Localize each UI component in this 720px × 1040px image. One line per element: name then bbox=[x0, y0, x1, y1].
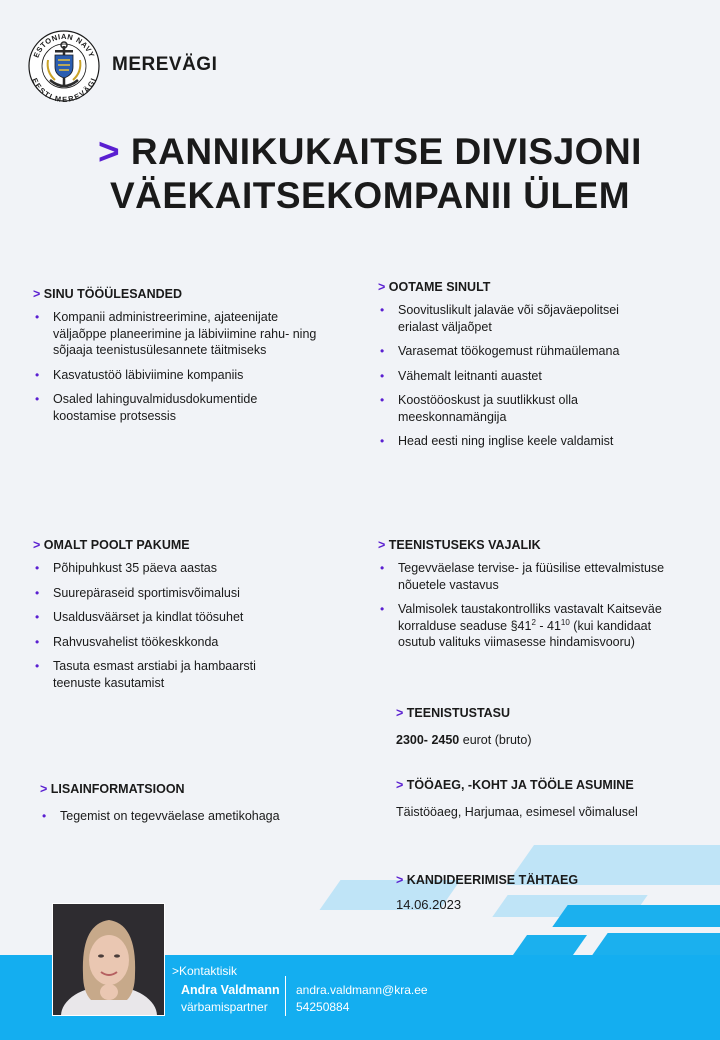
offer-heading: OMALT POOLT PAKUME bbox=[43, 538, 190, 552]
section-work-time: > TÖÖAEG, -KOHT JA TÖÖLE ASUMINE Täistööaeg, Harjumaa, esimesel võimalusel bbox=[396, 778, 696, 821]
contact-name: Andra Valdmann bbox=[181, 983, 280, 997]
extra-item: • Tegemist on tegevväelase ametikohaga bbox=[40, 808, 320, 825]
title-arrow-icon: > bbox=[98, 131, 121, 172]
logo-ring-top-text: ESTONIAN NAVY bbox=[31, 32, 97, 59]
expect-heading: OOTAME SINULT bbox=[388, 280, 491, 294]
job-title bbox=[40, 130, 700, 218]
salary-heading: TEENISTUSTASU bbox=[406, 706, 511, 720]
contact-label: >Kontaktisik bbox=[172, 964, 238, 978]
deadline-value: 14.06.2023 bbox=[396, 897, 462, 912]
decorative-stripe bbox=[513, 935, 587, 955]
contact-phone[interactable]: 54250884 bbox=[296, 1000, 350, 1014]
contact-photo bbox=[52, 903, 165, 1016]
duties-heading: SINU TÖÖÜLESANDED bbox=[43, 287, 182, 301]
worktime-heading: TÖÖAEG, -KOHT JA TÖÖLE ASUMINE bbox=[406, 778, 634, 792]
offer-item: • Suurepäraseid sportimisvõimalusi bbox=[33, 585, 293, 602]
extra-heading: LISAINFORMATSIOON bbox=[50, 782, 185, 796]
section-extra-info: > LISAINFORMATSIOON • Tegemist on tegevväelase ametikohaga bbox=[40, 782, 320, 833]
estonian-navy-emblem bbox=[28, 30, 100, 102]
offer-item: • Usaldusväärset ja kindlat töösuhet bbox=[33, 609, 293, 626]
expect-item: • Varasemat töökogemust rühmaülemana bbox=[378, 343, 648, 360]
expect-item: • Soovituslikult jalaväe või sõjaväepolitsei erialast väljaõpet bbox=[378, 302, 648, 335]
salary-value: 2300- 2450 eurot (bruto) bbox=[396, 733, 532, 747]
section-salary: > TEENISTUSTASU 2300- 2450 eurot (bruto) bbox=[396, 706, 696, 749]
duties-item: • Kasvatustöö läbiviimine kompaniis bbox=[33, 367, 318, 384]
offer-item: • Põhipuhkust 35 päeva aastas bbox=[33, 560, 293, 577]
decorative-stripe bbox=[592, 933, 720, 955]
required-item: • Valmisolek taustakontrolliks vastavalt Kaitseväe korralduse seaduse $\S 41^2 - 41^{10}$ (kui kandidaat osutub valituks viimasesse hindamisvooru) bbox=[378, 601, 678, 651]
offer-item: • Tasuta esmast arstiabi ja hambaarsti teenuste kasutamist bbox=[33, 658, 293, 691]
duties-item: • Osaled lahinguvalmidusdokumentide koostamise protsessis bbox=[33, 391, 318, 424]
expect-item: • Vähemalt leitnanti auastet bbox=[378, 368, 648, 385]
duties-item: • Kompanii administreerimine, ajateenijate väljaõppe planeerimine ja läbiviimine rahu- ning sõjaaja teenistusülesannete täitmiseks bbox=[33, 309, 318, 359]
offer-item: • Rahvusvahelist töökeskkonda bbox=[33, 634, 293, 651]
required-heading: TEENISTUSEKS VAJALIK bbox=[388, 538, 541, 552]
section-offer: > OMALT POOLT PAKUME • Põhipuhkust 35 päeva aastas • Suurepäraseid sportimisvõimalusi • Usaldusväärset ja kindlat töösuhet • Rahvusvahelist töökeskkonda • Tasuta esmast arstiabi ja hambaarsti teenuste kasutamist bbox=[33, 538, 293, 699]
brand-name: MEREVÄGI bbox=[112, 54, 218, 75]
contact-divider bbox=[285, 976, 286, 1016]
required-item: • Tegevväelase tervise- ja füüsilise ettevalmistuse nõuetele vastavus bbox=[378, 560, 678, 593]
section-deadline: > KANDIDEERIMISE TÄHTAEG 14.06.2023 bbox=[396, 873, 696, 914]
expect-item: • Koostööoskust ja suutlikkust olla meeskonnamängija bbox=[378, 392, 648, 425]
section-duties: > SINU TÖÖÜLESANDED • Kompanii administreerimine, ajateenijate väljaõppe planeerimine ja läbiviimine rahu- ning sõjaaja teenistusülesannete täitmiseks • Kasvatustöö läbiviimine kompaniis • Osaled lahinguvalmidusdokumentide koostamise protsessis bbox=[33, 287, 318, 432]
worktime-value: Täistööaeg, Harjumaa, esimesel võimalusel bbox=[396, 805, 638, 819]
contact-email[interactable]: andra.valdmann@kra.ee bbox=[296, 983, 428, 997]
deadline-heading: KANDIDEERIMISE TÄHTAEG bbox=[406, 873, 579, 887]
section-requirements: > TEENISTUSEKS VAJALIK • Tegevväelase tervise- ja füüsilise ettevalmistuse nõuetele vastavus • Valmisolek taustakontrolliks vastavalt Kaitseväe korralduse seaduse $\S 41^2 - 41^{10}$ (kui kandidaat osutub valituks viimasesse hindamisvooru) bbox=[378, 538, 678, 659]
contact-role: värbamispartner bbox=[181, 1000, 268, 1014]
expect-item: • Head eesti ning inglise keele valdamist bbox=[378, 433, 648, 450]
section-expectations: > OOTAME SINULT • Soovituslikult jalaväe või sõjaväepolitsei erialast väljaõpet • Varasemat töökogemust rühmaülemana • Vähemalt leitnanti auastet • Koostööoskust ja suutlikkust olla meeskonnamängija • Head eesti ning inglise keele valdamist bbox=[378, 280, 648, 458]
title-line-1: RANNIKUKAITSE DIVISJONI bbox=[130, 131, 642, 172]
title-line-2: VÄEKAITSEKOMPANII ÜLEM bbox=[109, 175, 631, 216]
logo-ring-bottom-text: EESTI MEREVÄGI bbox=[30, 76, 98, 102]
